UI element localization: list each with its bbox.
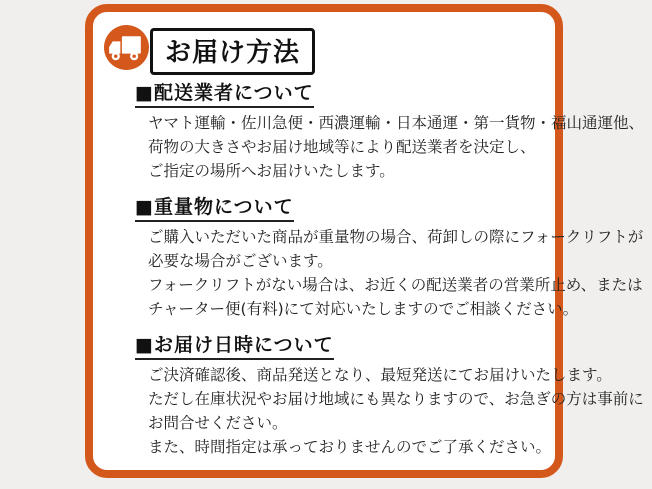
section-heavy-items-heading: ■重量物について [135,192,294,222]
body-line: チャーター便(有料)にて対応いたしますのでご相談ください。 [148,300,579,318]
section-delivery-datetime-body [148,363,644,459]
body-line: 必要な場合がございます。 [148,252,333,270]
body-line: ご指定の場所へお届けいたします。 [148,162,395,180]
body-line: ただし在庫状況やお届け地域にも異なりますので、お急ぎの方は事前に [148,390,644,408]
sections-container [93,78,645,459]
section-carriers-body [148,111,645,183]
section-delivery-datetime-heading: ■お届け日時について [135,330,334,360]
body-line: ご購入いただいた商品が重量物の場合、荷卸しの際にフォークリフトが [148,228,644,246]
section-heavy-items-body [148,225,644,321]
section-carriers-heading: ■配送業者について [135,78,314,108]
section-heavy-items [135,192,644,321]
panel-title: お届け方法 [150,28,315,75]
body-line: また、時間指定は承っておりませんのでご了承ください。 [148,438,552,456]
body-line: ヤマト運輸・佐川急便・西濃運輸・日本通運・第一貨物・福山通運他、 [148,114,645,132]
section-delivery-datetime [135,330,644,459]
panel-header [93,12,555,76]
delivery-truck-icon [104,25,149,70]
delivery-info-panel [85,4,645,478]
body-line: ご決済確認後、商品発送となり、最短発送にてお届けいたします。 [148,366,612,384]
body-line: 荷物の大きさやお届け地域等により配送業者を決定し、 [148,138,536,156]
body-line: フォークリフトがない場合は、お近くの配送業者の営業所止め、または [148,276,643,294]
body-line: お問合せください。 [148,414,288,432]
section-carriers [135,78,645,183]
